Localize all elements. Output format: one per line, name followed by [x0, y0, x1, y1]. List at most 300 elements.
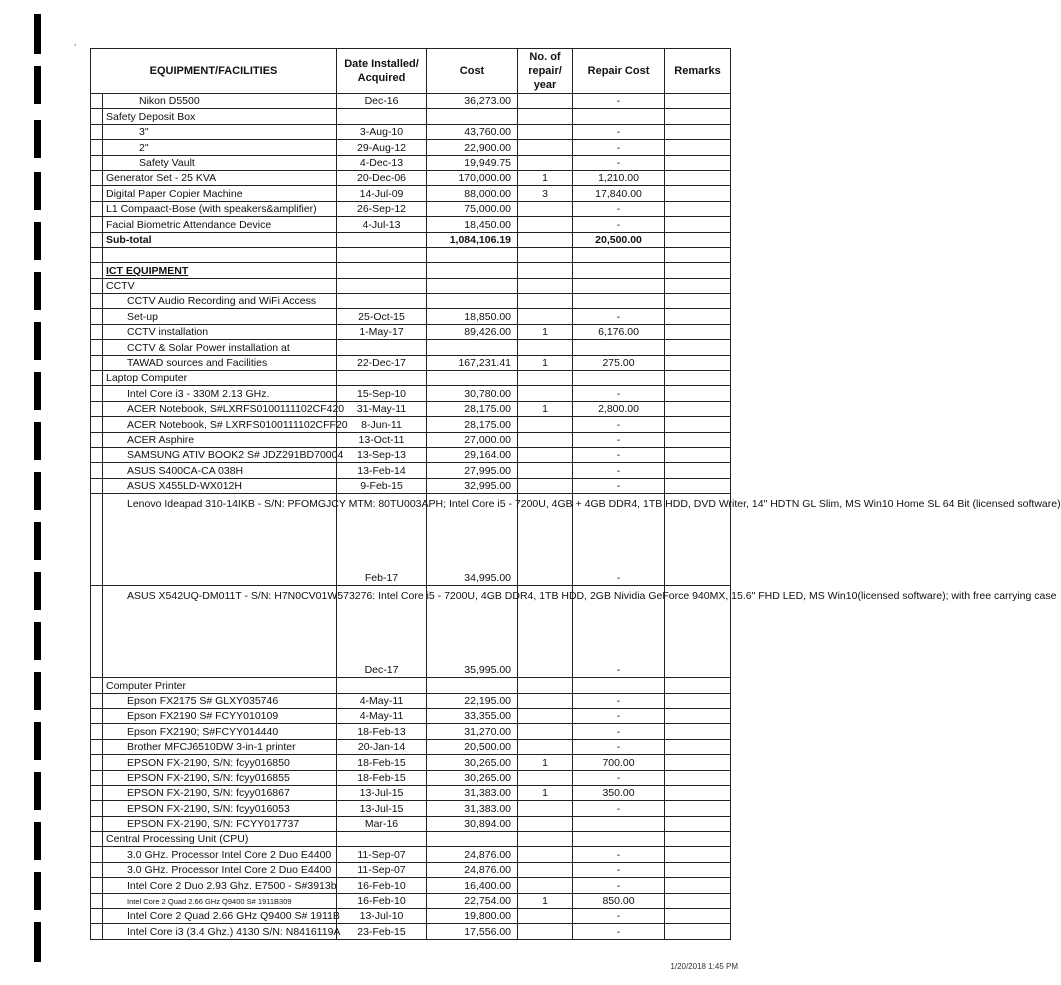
date-installed [337, 232, 427, 247]
remarks-cell [665, 340, 731, 355]
remarks-cell [665, 693, 731, 708]
repair-cost: - [573, 217, 665, 232]
repair-count [518, 386, 573, 401]
row-gutter [91, 739, 103, 754]
repair-cost: - [573, 140, 665, 155]
repair-cost: - [573, 862, 665, 877]
date-installed: 13-Oct-11 [337, 432, 427, 447]
item-description: 3.0 GHz. Processor Intel Core 2 Duo E4400 [103, 862, 337, 877]
remarks-cell [665, 247, 731, 262]
remarks-cell [665, 417, 731, 432]
table-row [91, 447, 731, 462]
item-cost: 34,995.00 [427, 494, 518, 586]
header-repairs: No. of repair/ year [518, 49, 573, 94]
punch-mark [34, 222, 41, 260]
punch-mark [34, 872, 41, 910]
table-row [91, 294, 731, 309]
repair-count [518, 924, 573, 939]
table-row [91, 263, 731, 278]
remarks-cell [665, 724, 731, 739]
repair-cost [573, 816, 665, 831]
remarks-cell [665, 909, 731, 924]
table-row [91, 724, 731, 739]
item-description: Safety Deposit Box [103, 109, 337, 124]
row-gutter [91, 832, 103, 847]
date-installed: 16-Feb-10 [337, 878, 427, 893]
remarks-cell [665, 109, 731, 124]
row-gutter [91, 355, 103, 370]
repair-cost: - [573, 494, 665, 586]
repair-count [518, 278, 573, 293]
row-gutter [91, 586, 103, 678]
repair-count [518, 447, 573, 462]
remarks-cell [665, 170, 731, 185]
punch-mark [34, 622, 41, 660]
remarks-cell [665, 862, 731, 877]
remarks-cell [665, 785, 731, 800]
date-installed: Mar-16 [337, 816, 427, 831]
row-gutter [91, 401, 103, 416]
row-gutter [91, 186, 103, 201]
date-installed: Dec-17 [337, 586, 427, 678]
date-installed: 31-May-11 [337, 401, 427, 416]
row-gutter [91, 170, 103, 185]
row-gutter [91, 94, 103, 109]
item-description: Lenovo Ideapad 310-14IKB - S/N: PFOMGJCY MTM: 80TU003APH; Intel Core i5 - 7200U, 4GB + 4GB DDR4, 1TB HDD, DVD Writer, 14" HDTN GL Slim, MS Win10 Home SL 64 Bit (licensed software) [103, 494, 337, 586]
item-description: EPSON FX-2190, S/N: FCYY017737 [103, 816, 337, 831]
item-cost [427, 109, 518, 124]
item-cost: 89,426.00 [427, 324, 518, 339]
item-description: Central Processing Unit (CPU) [103, 832, 337, 847]
remarks-cell [665, 263, 731, 278]
repair-count [518, 909, 573, 924]
punch-mark [34, 572, 41, 610]
repair-cost: 350.00 [573, 785, 665, 800]
row-gutter [91, 386, 103, 401]
repair-cost [573, 371, 665, 386]
item-cost: 17,556.00 [427, 924, 518, 939]
item-description: EPSON FX-2190, S/N: fcyy016053 [103, 801, 337, 816]
item-description: Nikon D5500 [103, 94, 337, 109]
repair-count [518, 217, 573, 232]
item-description: Computer Printer [103, 678, 337, 693]
date-installed: 11-Sep-07 [337, 847, 427, 862]
repair-count: 1 [518, 893, 573, 908]
repair-count [518, 94, 573, 109]
row-gutter [91, 770, 103, 785]
item-cost: 18,450.00 [427, 217, 518, 232]
table-row [91, 693, 731, 708]
row-gutter [91, 432, 103, 447]
item-description: ASUS X542UQ-DM011T - S/N: H7N0CV01W573276: Intel Core i5 - 7200U, 4GB DDR4, 1TB HDD, 2GB Nividia GeForce 940MX, 15.6" FHD LED, MS Win10(licensed software); with free carrying case [103, 586, 337, 678]
repair-cost: - [573, 478, 665, 493]
item-description: TAWAD sources and Facilities [103, 355, 337, 370]
date-installed [337, 109, 427, 124]
repair-count [518, 109, 573, 124]
equipment-table [90, 48, 1061, 940]
table-row [91, 739, 731, 754]
repair-cost: - [573, 417, 665, 432]
repair-count [518, 371, 573, 386]
date-installed: 16-Feb-10 [337, 893, 427, 908]
table-header-row [91, 49, 731, 94]
item-description: ACER Asphire [103, 432, 337, 447]
repair-cost: - [573, 924, 665, 939]
row-gutter [91, 417, 103, 432]
punch-mark [34, 172, 41, 210]
repair-cost: - [573, 124, 665, 139]
date-installed: 15-Sep-10 [337, 386, 427, 401]
date-installed [337, 340, 427, 355]
row-gutter [91, 909, 103, 924]
repair-count [518, 155, 573, 170]
repair-count: 1 [518, 324, 573, 339]
table-row [91, 232, 731, 247]
row-gutter [91, 478, 103, 493]
item-cost: 88,000.00 [427, 186, 518, 201]
item-description: CCTV [103, 278, 337, 293]
table-row [91, 801, 731, 816]
repair-cost: - [573, 447, 665, 462]
repair-cost: - [573, 309, 665, 324]
row-gutter [91, 217, 103, 232]
repair-cost: 20,500.00 [573, 232, 665, 247]
item-cost: 30,265.00 [427, 770, 518, 785]
table-row [91, 401, 731, 416]
item-description: CCTV Audio Recording and WiFi Access [103, 294, 337, 309]
item-cost: 30,894.00 [427, 816, 518, 831]
item-cost: 31,383.00 [427, 801, 518, 816]
item-cost: 30,780.00 [427, 386, 518, 401]
repair-cost: - [573, 586, 665, 678]
remarks-cell [665, 155, 731, 170]
table-row [91, 816, 731, 831]
repair-count [518, 432, 573, 447]
table-row [91, 678, 731, 693]
item-cost: 28,175.00 [427, 417, 518, 432]
date-installed: 13-Sep-13 [337, 447, 427, 462]
date-installed [337, 832, 427, 847]
row-gutter [91, 294, 103, 309]
row-gutter [91, 140, 103, 155]
item-description: Brother MFCJ6510DW 3-in-1 printer [103, 739, 337, 754]
repair-count: 1 [518, 785, 573, 800]
repair-cost [573, 278, 665, 293]
item-description: ACER Notebook, S# LXRFS0100111102CFF20 [103, 417, 337, 432]
row-gutter [91, 309, 103, 324]
row-gutter [91, 247, 103, 262]
date-installed [337, 294, 427, 309]
corner-mark: , [74, 38, 77, 47]
repair-count [518, 724, 573, 739]
remarks-cell [665, 432, 731, 447]
item-cost [427, 371, 518, 386]
item-description: Sub-total [103, 232, 337, 247]
table-row [91, 278, 731, 293]
row-gutter [91, 109, 103, 124]
item-cost: 24,876.00 [427, 862, 518, 877]
remarks-cell [665, 893, 731, 908]
punch-mark [34, 822, 41, 860]
item-cost: 33,355.00 [427, 708, 518, 723]
repair-cost: 1,210.00 [573, 170, 665, 185]
remarks-cell [665, 324, 731, 339]
repair-count [518, 201, 573, 216]
item-description: Intel Core i3 (3.4 Ghz.) 4130 S/N: N8416119A [103, 924, 337, 939]
punch-mark [34, 672, 41, 710]
date-installed [337, 278, 427, 293]
item-description: Set-up [103, 309, 337, 324]
row-gutter [91, 893, 103, 908]
row-gutter [91, 816, 103, 831]
item-cost: 22,754.00 [427, 893, 518, 908]
table-row [91, 386, 731, 401]
date-installed [337, 678, 427, 693]
date-installed: 13-Jul-15 [337, 801, 427, 816]
repair-count [518, 463, 573, 478]
item-description: ACER Notebook, S#LXRFS0100111102CF420 [103, 401, 337, 416]
repair-cost [573, 263, 665, 278]
item-cost: 29,164.00 [427, 447, 518, 462]
item-description: Intel Core 2 Quad 2.66 GHz Q9400 S# 1911B309 [103, 893, 337, 908]
remarks-cell [665, 186, 731, 201]
item-description: Laptop Computer [103, 371, 337, 386]
item-description: Facial Biometric Attendance Device [103, 217, 337, 232]
repair-cost: - [573, 201, 665, 216]
row-gutter [91, 340, 103, 355]
row-gutter [91, 124, 103, 139]
row-gutter [91, 324, 103, 339]
item-description: ASUS X455LD-WX012H [103, 478, 337, 493]
table-row [91, 140, 731, 155]
item-description: Epson FX2175 S# GLXY035746 [103, 693, 337, 708]
date-installed: 4-Dec-13 [337, 155, 427, 170]
repair-count [518, 232, 573, 247]
item-description: ASUS S400CA-CA 038H [103, 463, 337, 478]
remarks-cell [665, 739, 731, 754]
item-cost [427, 294, 518, 309]
table-row [91, 247, 731, 262]
remarks-cell [665, 770, 731, 785]
date-installed: 26-Sep-12 [337, 201, 427, 216]
date-installed: 13-Feb-14 [337, 463, 427, 478]
repair-cost: 2,800.00 [573, 401, 665, 416]
repair-cost [573, 678, 665, 693]
table-row [91, 785, 731, 800]
row-gutter [91, 278, 103, 293]
date-installed [337, 263, 427, 278]
table-row [91, 478, 731, 493]
item-cost: 19,800.00 [427, 909, 518, 924]
item-cost: 28,175.00 [427, 401, 518, 416]
remarks-cell [665, 278, 731, 293]
item-cost: 16,400.00 [427, 878, 518, 893]
remarks-cell [665, 478, 731, 493]
repair-cost: 700.00 [573, 755, 665, 770]
item-description: 3" [103, 124, 337, 139]
repair-cost: - [573, 770, 665, 785]
item-description: EPSON FX-2190, S/N: fcyy016850 [103, 755, 337, 770]
repair-count [518, 678, 573, 693]
item-description: Intel Core 2 Duo 2.93 Ghz. E7500 - S#3913b [103, 878, 337, 893]
date-installed: 23-Feb-15 [337, 924, 427, 939]
repair-cost: - [573, 386, 665, 401]
item-cost: 36,273.00 [427, 94, 518, 109]
repair-cost [573, 832, 665, 847]
remarks-cell [665, 463, 731, 478]
repair-cost: - [573, 724, 665, 739]
repair-cost [573, 109, 665, 124]
date-installed: Dec-16 [337, 94, 427, 109]
header-cost: Cost [427, 49, 518, 94]
item-description: 2" [103, 140, 337, 155]
repair-count: 1 [518, 355, 573, 370]
remarks-cell [665, 878, 731, 893]
date-installed: 8-Jun-11 [337, 417, 427, 432]
table-row [91, 586, 731, 678]
header-equipment: EQUIPMENT/FACILITIES [91, 49, 337, 94]
date-installed: 1-May-17 [337, 324, 427, 339]
row-gutter [91, 724, 103, 739]
table-row [91, 494, 731, 586]
item-cost: 24,876.00 [427, 847, 518, 862]
repair-count [518, 417, 573, 432]
date-installed: 11-Sep-07 [337, 862, 427, 877]
remarks-cell [665, 755, 731, 770]
repair-count: 3 [518, 186, 573, 201]
row-gutter [91, 801, 103, 816]
date-installed: 4-May-11 [337, 693, 427, 708]
item-description: Epson FX2190 S# FCYY010109 [103, 708, 337, 723]
item-description: CCTV & Solar Power installation at [103, 340, 337, 355]
remarks-cell [665, 294, 731, 309]
punch-mark [34, 422, 41, 460]
date-installed: 25-Oct-15 [337, 309, 427, 324]
remarks-cell [665, 371, 731, 386]
table-row [91, 371, 731, 386]
repair-count [518, 832, 573, 847]
item-cost: 18,850.00 [427, 309, 518, 324]
remarks-cell [665, 447, 731, 462]
date-installed: Feb-17 [337, 494, 427, 586]
date-installed: 13-Jul-10 [337, 909, 427, 924]
date-installed: 18-Feb-13 [337, 724, 427, 739]
remarks-cell [665, 847, 731, 862]
remarks-cell [665, 140, 731, 155]
repair-cost: 6,176.00 [573, 324, 665, 339]
remarks-cell [665, 708, 731, 723]
repair-cost: 275.00 [573, 355, 665, 370]
item-cost [427, 247, 518, 262]
table-row [91, 340, 731, 355]
table-row [91, 847, 731, 862]
table-row [91, 94, 731, 109]
repair-cost: - [573, 739, 665, 754]
row-gutter [91, 924, 103, 939]
header-remarks: Remarks [665, 49, 731, 94]
item-cost [427, 278, 518, 293]
item-description: SAMSUNG ATIV BOOK2 S# JDZ291BD70004 [103, 447, 337, 462]
remarks-cell [665, 309, 731, 324]
row-gutter [91, 447, 103, 462]
item-cost: 32,995.00 [427, 478, 518, 493]
remarks-cell [665, 94, 731, 109]
row-gutter [91, 693, 103, 708]
date-installed: 14-Jul-09 [337, 186, 427, 201]
date-installed: 18-Feb-15 [337, 755, 427, 770]
repair-count [518, 340, 573, 355]
row-gutter [91, 678, 103, 693]
date-installed: 9-Feb-15 [337, 478, 427, 493]
row-gutter [91, 494, 103, 586]
table-row [91, 417, 731, 432]
remarks-cell [665, 355, 731, 370]
punch-mark [34, 120, 41, 158]
item-cost: 75,000.00 [427, 201, 518, 216]
repair-cost: - [573, 847, 665, 862]
remarks-cell [665, 201, 731, 216]
punch-mark [34, 322, 41, 360]
date-installed [337, 247, 427, 262]
table-row [91, 170, 731, 185]
row-gutter [91, 155, 103, 170]
print-timestamp: 1/20/2018 1:45 PM [670, 962, 738, 971]
date-installed: 4-May-11 [337, 708, 427, 723]
item-cost [427, 340, 518, 355]
table-row [91, 309, 731, 324]
repair-count [518, 770, 573, 785]
item-cost: 22,900.00 [427, 140, 518, 155]
punch-mark [34, 522, 41, 560]
item-cost: 1,084,106.19 [427, 232, 518, 247]
item-cost: 19,949.75 [427, 155, 518, 170]
punch-mark [34, 472, 41, 510]
remarks-cell [665, 801, 731, 816]
table-row [91, 924, 731, 939]
date-installed: 3-Aug-10 [337, 124, 427, 139]
table-row [91, 124, 731, 139]
table-row [91, 109, 731, 124]
repair-cost: - [573, 463, 665, 478]
table-row [91, 217, 731, 232]
remarks-cell [665, 832, 731, 847]
item-cost: 27,000.00 [427, 432, 518, 447]
table-row [91, 463, 731, 478]
repair-cost: - [573, 155, 665, 170]
repair-count [518, 263, 573, 278]
item-cost: 20,500.00 [427, 739, 518, 754]
repair-count [518, 247, 573, 262]
table-body [91, 94, 1061, 940]
repair-count: 1 [518, 755, 573, 770]
item-description: 3.0 GHz. Processor Intel Core 2 Duo E4400 [103, 847, 337, 862]
item-description: L1 Compaact-Bose (with speakers&amplifier) [103, 201, 337, 216]
table-row [91, 832, 731, 847]
repair-count [518, 708, 573, 723]
item-description: Generator Set - 25 KVA [103, 170, 337, 185]
remarks-cell [665, 924, 731, 939]
table-row [91, 155, 731, 170]
row-gutter [91, 847, 103, 862]
item-description: Intel Core 2 Quad 2.66 GHz Q9400 S# 1911B [103, 909, 337, 924]
item-description: Safety Vault [103, 155, 337, 170]
item-description: ICT EQUIPMENT [103, 263, 337, 278]
table-row [91, 201, 731, 216]
table-row [91, 755, 731, 770]
item-cost: 22,195.00 [427, 693, 518, 708]
repair-cost: 850.00 [573, 893, 665, 908]
item-cost [427, 832, 518, 847]
